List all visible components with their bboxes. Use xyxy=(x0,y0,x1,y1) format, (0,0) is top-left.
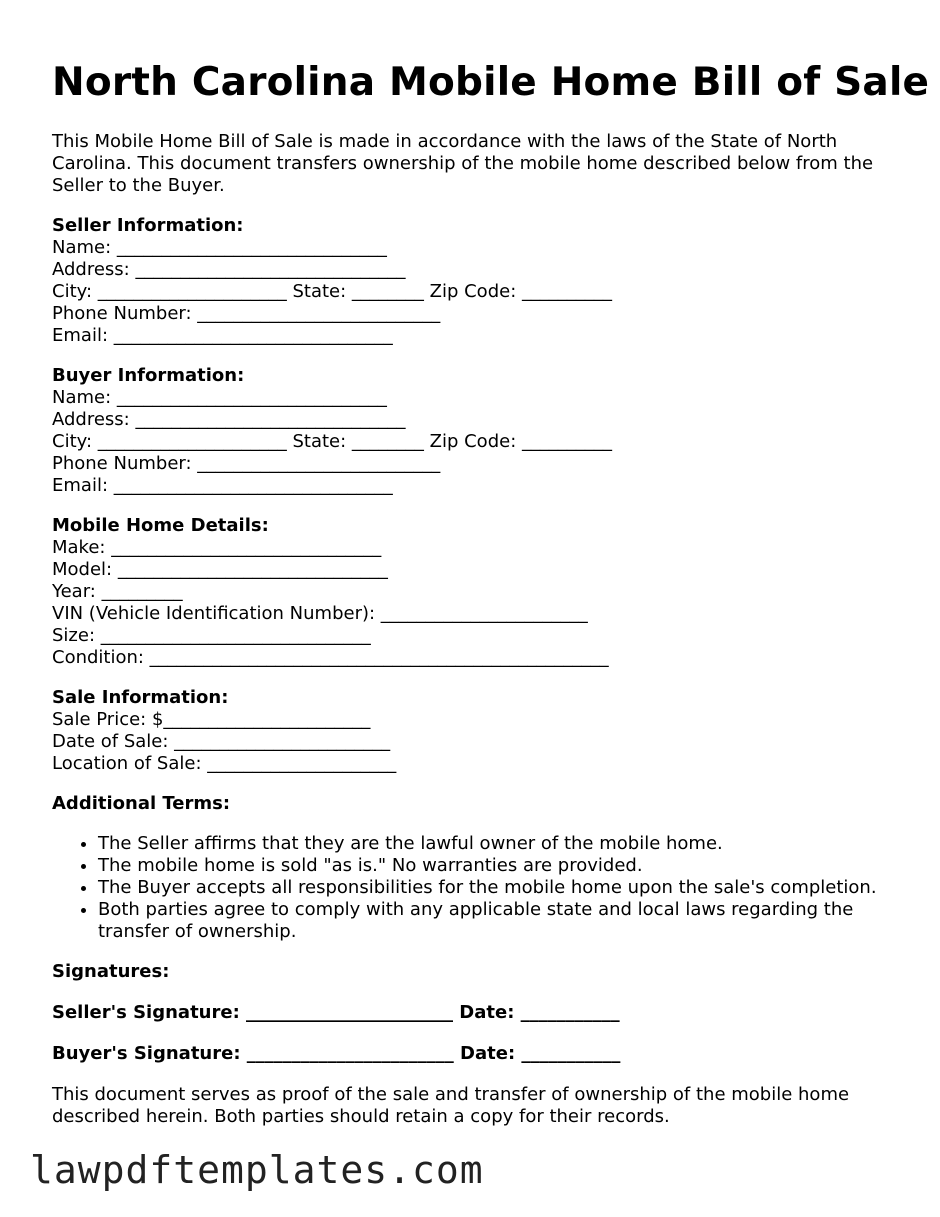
closing-paragraph: This document serves as proof of the sale and transfer of ownership of the mobile home described herein. Both parties should retain a copy for their records. xyxy=(52,1083,850,1127)
buyer-heading: Buyer Information: xyxy=(52,364,245,386)
home-make-field[interactable]: Make: ______________________________ xyxy=(52,536,382,558)
seller-signature-field[interactable]: Seller's Signature: _______________________ Date: ___________ xyxy=(52,1001,620,1023)
seller-phone-field[interactable]: Phone Number: ___________________________ xyxy=(52,302,441,324)
sale-price-field[interactable]: Sale Price: $_______________________ xyxy=(52,708,371,730)
home-year-field[interactable]: Year: _________ xyxy=(52,580,183,602)
buyer-phone-field[interactable]: Phone Number: ___________________________ xyxy=(52,452,441,474)
document xyxy=(52,60,930,1128)
seller-address-field[interactable]: Address: ______________________________ xyxy=(52,258,406,280)
intro-paragraph: This Mobile Home Bill of Sale is made in accordance with the laws of the State of North Carolina. This document transfers ownership of the mobile home described below from the Seller to the Buyer. xyxy=(52,130,874,196)
buyer-section xyxy=(52,365,888,497)
list-item: • Both parties agree to comply with any applicable state and local laws regarding the transfer of ownership. xyxy=(98,899,888,943)
seller-city-state-zip-field[interactable]: City: _____________________ State: ________ Zip Code: __________ xyxy=(52,280,612,302)
document-title: North Carolina Mobile Home Bill of Sale xyxy=(52,60,930,105)
home-size-field[interactable]: Size: ______________________________ xyxy=(52,624,371,646)
buyer-name-field[interactable]: Name: ______________________________ xyxy=(52,386,387,408)
seller-name-field[interactable]: Name: ______________________________ xyxy=(52,236,387,258)
list-item: • The mobile home is sold "as is." No warranties are provided. xyxy=(98,855,888,877)
terms-heading: Additional Terms: xyxy=(52,792,231,814)
signatures-section xyxy=(52,961,888,1065)
seller-heading: Seller Information: xyxy=(52,214,244,236)
seller-email-field[interactable]: Email: _______________________________ xyxy=(52,324,393,346)
home-condition-field[interactable]: Condition: ___________________________________________________ xyxy=(52,646,609,668)
sale-section xyxy=(52,687,888,775)
signatures-heading: Signatures: xyxy=(52,960,170,982)
buyer-signature-field[interactable]: Buyer's Signature: _______________________ Date: ___________ xyxy=(52,1042,621,1064)
sale-heading: Sale Information: xyxy=(52,686,229,708)
home-vin-field[interactable]: VIN (Vehicle Identification Number): _______________________ xyxy=(52,602,588,624)
buyer-address-field[interactable]: Address: ______________________________ xyxy=(52,408,406,430)
home-details-section xyxy=(52,515,888,669)
buyer-city-state-zip-field[interactable]: City: _____________________ State: ________ Zip Code: __________ xyxy=(52,430,612,452)
sale-date-field[interactable]: Date of Sale: ________________________ xyxy=(52,730,391,752)
terms-section xyxy=(52,793,888,943)
list-item: • The Seller affirms that they are the lawful owner of the mobile home. xyxy=(98,833,888,855)
list-item: • The Buyer accepts all responsibilities for the mobile home upon the sale's completion. xyxy=(98,877,888,899)
buyer-email-field[interactable]: Email: _______________________________ xyxy=(52,474,393,496)
home-model-field[interactable]: Model: ______________________________ xyxy=(52,558,388,580)
terms-list xyxy=(52,833,888,943)
home-details-heading: Mobile Home Details: xyxy=(52,514,269,536)
seller-section xyxy=(52,215,888,347)
sale-location-field[interactable]: Location of Sale: _____________________ xyxy=(52,752,397,774)
watermark-logo: lawpdftemplates.com xyxy=(30,1148,484,1192)
